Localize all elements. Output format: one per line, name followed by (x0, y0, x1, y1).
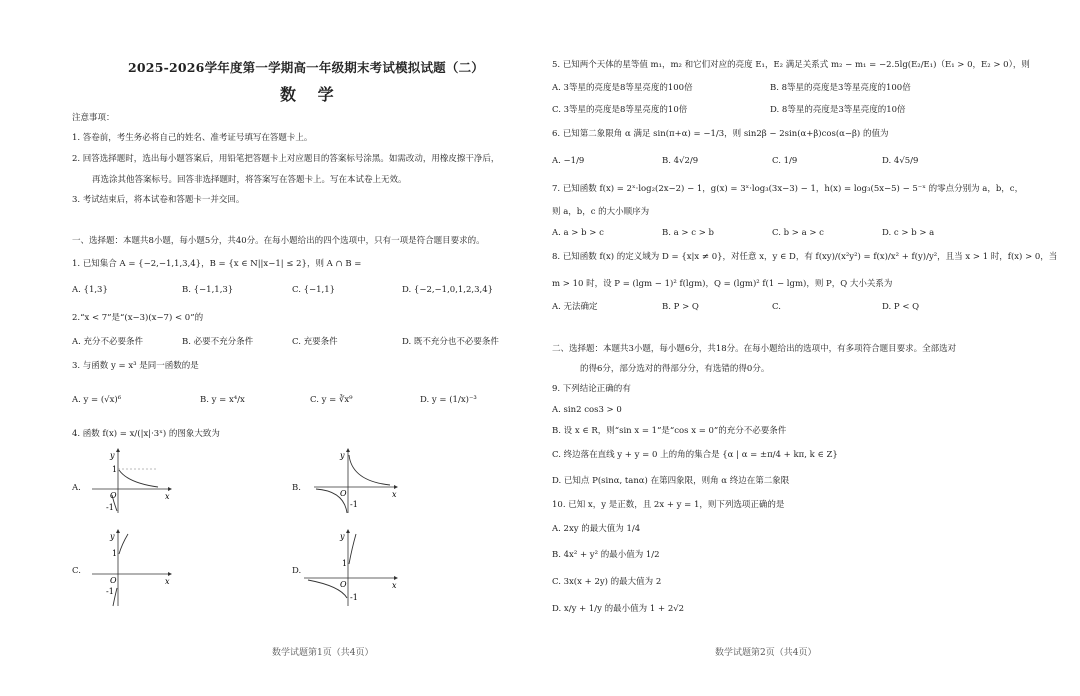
q9-option-b: B. 设 x ∈ R，则“sin x = 1”是“cos x = 0”的充分不必要条件 (552, 426, 787, 436)
q1-option-b: B. {−1,1,3} (182, 285, 234, 295)
q10-option-c: C. 3x(x + 2y) 的最大值为 2 (552, 577, 662, 587)
axis-label-x: x (392, 581, 397, 590)
section-heading: 一、选择题：本题共8小题，每小题5分，共40分。在每小题给出的四个选项中，只有一项是符合题目要求的。 (72, 236, 485, 246)
question-9-stem: 9. 下列结论正确的有 (552, 384, 631, 394)
notice-item: 再选涂其他答案标号。回答非选择题时，将答案写在答题卡上。写在本试卷上无效。 (92, 175, 407, 185)
question-2-stem: 2.“x < 7”是“(x−3)(x−7) < 0”的 (72, 313, 204, 323)
exam-page-2 (540, 0, 1080, 696)
q9-option-a: A. sin2 cos3 > 0 (552, 405, 622, 415)
q7-option-d: D. c > b > a (882, 228, 935, 238)
q6-option-c: C. 1/9 (772, 156, 798, 166)
exam-title: 2025-2026学年度第一学期高一年级期末考试模拟试题（二） (128, 60, 484, 75)
question-8-stem: 8. 已知函数 f(x) 的定义域为 D = {x|x ≠ 0}，对任意 x，y ∈ D，有 f(xy)/(x²y²) = f(x)/x² + f(y)/y²，且当 x > 1 时，f(x) > 0，当 (552, 252, 1058, 262)
q6-option-b: B. 4√2/9 (662, 156, 699, 166)
q5-option-c: C. 3等星的亮度是8等星亮度的10倍 (552, 105, 688, 115)
q3-option-a: A. y = (√x)⁶ (72, 395, 122, 405)
axis-label-y: y (110, 451, 115, 460)
axis-label-y: y (110, 532, 115, 541)
q2-option-b: B. 必要不充分条件 (182, 337, 254, 347)
section-heading-cont: 的得6分，部分选对的得部分分，有选错的得0分。 (580, 364, 770, 374)
q5-option-b: B. 8等星的亮度是3等星亮度的100倍 (770, 83, 911, 93)
q6-option-d: D. 4√5/9 (882, 156, 919, 166)
notice-heading: 注意事项： (72, 113, 115, 123)
subject-heading: 数 学 (280, 85, 342, 104)
page-footer: 数学试题第1页（共4页） (272, 648, 374, 658)
q2-option-a: A. 充分不必要条件 (72, 337, 144, 347)
q10-option-d: D. x/y + 1/y 的最小值为 1 + 2√2 (552, 604, 685, 614)
axis-label-origin: O (340, 580, 347, 589)
q10-option-a: A. 2xy 的最大值为 1/4 (552, 524, 641, 534)
q10-option-b: B. 4x² + y² 的最小值为 1/2 (552, 550, 660, 560)
q1-option-c: C. {−1,1} (292, 285, 336, 295)
q8-option-d: D. P < Q (882, 302, 920, 312)
axis-label-neg-one: -1 (350, 593, 358, 602)
q4-option-b: B. (292, 483, 301, 493)
q7-option-b: B. a > c > b (662, 228, 714, 238)
q8-option-a: A. 无法确定 (552, 302, 598, 312)
axis-label-x: x (165, 577, 170, 586)
question-5-stem: 5. 已知两个天体的星等值 m₁，m₂ 和它们对应的亮度 E₁，E₂ 满足关系式 m₂ − m₁ = −2.5lg(E₂/E₁)（E₁ > 0，E₂ > 0），则 (552, 60, 1030, 70)
question-1-stem: 1. 已知集合 A = {−2,−1,1,3,4}，B = {x ∈ N||x−1| ≤ 2}，则 A ∩ B = (72, 259, 362, 269)
axis-label-x: x (392, 490, 397, 499)
section-heading: 二、选择题：本题共3小题，每小题6分，共18分。在每小题给出的选项中，有多项符合题目要求。全部选对 (552, 344, 957, 354)
axis-label-y: y (340, 451, 345, 460)
notice-item: 1. 答卷前，考生务必将自己的姓名、准考证号填写在答题卡上。 (72, 133, 313, 143)
question-7-stem: 7. 已知函数 f(x) = 2ˣ·log₂(2x−2) − 1，g(x) = 3ˣ·log₃(3x−3) − 1，h(x) = log₃(5x−5) − 5⁻ˣ 的零点分别为 a，b，c， (552, 184, 1024, 194)
q9-option-d: D. 已知点 P(sinα, tanα) 在第四象限，则角 α 终边在第二象限 (552, 476, 790, 486)
q5-option-a: A. 3等星的亮度是8等星亮度的100倍 (552, 83, 693, 93)
axis-label-origin: O (110, 491, 117, 500)
graph-option-a (88, 447, 173, 515)
axis-label-y: y (340, 532, 345, 541)
axis-label-one: 1 (112, 549, 118, 558)
q7-option-c: C. b > a > c (772, 228, 824, 238)
q4-option-a: A. (72, 483, 81, 493)
axis-label-origin: O (340, 489, 347, 498)
question-8-stem-cont: m > 10 时，设 P = (lgm − 1)² f(lgm)，Q = (lgm)² f(1 − lgm)，则 P，Q 大小关系为 (552, 279, 893, 289)
question-6-stem: 6. 已知第二象限角 α 满足 sin(π+α) = −1/3，则 sin2β − 2sin(α+β)cos(α−β) 的值为 (552, 129, 889, 139)
question-4-stem: 4. 函数 f(x) = x/(|x|·3ˣ) 的图象大致为 (72, 429, 220, 439)
q4-option-d: D. (292, 566, 302, 576)
page-footer: 数学试题第2页（共4页） (715, 648, 817, 658)
q1-option-d: D. {−2,−1,0,1,2,3,4} (402, 285, 494, 295)
graph-option-b (310, 447, 400, 515)
q4-option-c: C. (72, 566, 81, 576)
q8-option-b: B. P > Q (662, 302, 699, 312)
q5-option-d: D. 8等星的亮度是3等星亮度的10倍 (770, 105, 906, 115)
q3-option-c: C. y = ∛x⁹ (310, 395, 353, 405)
notice-item: 2. 回答选择题时，选出每小题答案后，用铅笔把答题卡上对应题目的答案标号涂黑。如需改动，用橡皮擦干净后， (72, 154, 500, 164)
question-10-stem: 10. 已知 x，y 是正数，且 2x + y = 1，则下列选项正确的是 (552, 500, 785, 510)
q1-option-a: A. {1,3} (72, 285, 108, 295)
axis-label-neg-one: -1 (350, 500, 358, 509)
axis-label-one: 1 (112, 465, 118, 474)
q7-option-a: A. a > b > c (552, 228, 604, 238)
question-3-stem: 3. 与函数 y = x³ 是同一函数的是 (72, 361, 199, 371)
axis-label-x: x (165, 492, 170, 501)
q8-option-c: C. (772, 302, 781, 312)
axis-label-origin: O (110, 576, 117, 585)
q2-option-d: D. 既不充分也不必要条件 (402, 337, 499, 347)
q6-option-a: A. −1/9 (552, 156, 585, 166)
question-7-stem-cont: 则 a，b，c 的大小顺序为 (552, 207, 650, 217)
notice-item: 3. 考试结束后，将本试卷和答题卡一并交回。 (72, 195, 245, 205)
axis-label-neg-one: -1 (106, 587, 114, 596)
q3-option-d: D. y = (1/x)⁻³ (420, 395, 477, 405)
q2-option-c: C. 充要条件 (292, 337, 338, 347)
axis-label-neg-one: -1 (106, 503, 114, 512)
axis-label-one: 1 (342, 559, 348, 568)
graph-option-d (300, 528, 400, 608)
graph-option-c (88, 528, 173, 608)
q3-option-b: B. y = x⁴/x (200, 395, 245, 405)
q9-option-c: C. 终边落在直线 y + y = 0 上的角的集合是 {α | α = ±π/4 + kπ, k ∈ Z} (552, 450, 838, 460)
